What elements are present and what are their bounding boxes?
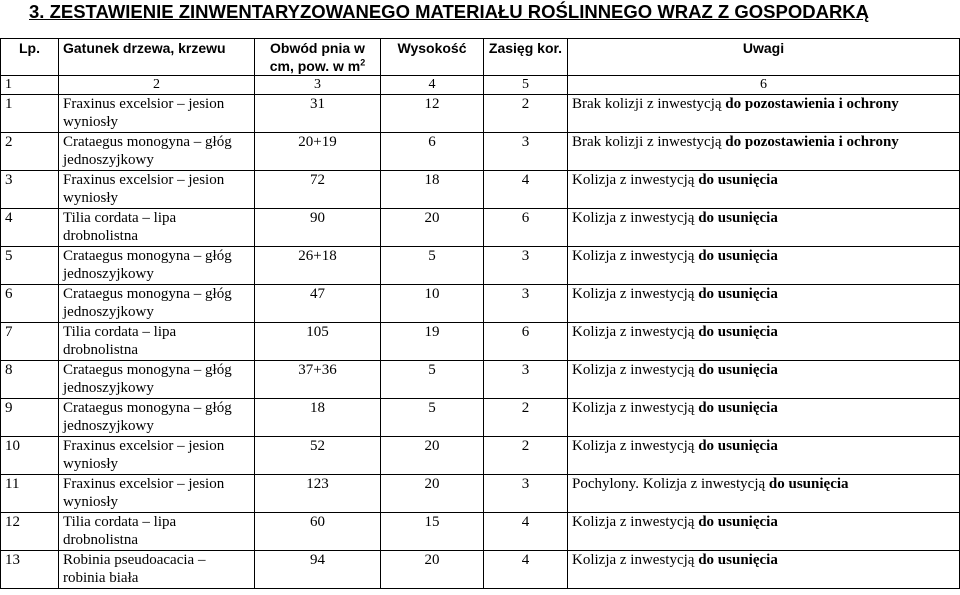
row-note-text: Kolizja z inwestycją xyxy=(572,172,695,188)
row-height: 5 xyxy=(381,247,484,285)
table-row xyxy=(1,361,960,399)
row-notes xyxy=(568,95,960,133)
row-notes xyxy=(568,323,960,361)
row-height: 6 xyxy=(381,133,484,171)
row-notes xyxy=(568,361,960,399)
row-lp: 8 xyxy=(1,361,59,399)
row-height: 19 xyxy=(381,323,484,361)
row-crown: 3 xyxy=(484,133,568,171)
table-row xyxy=(1,323,960,361)
row-lp: 5 xyxy=(1,247,59,285)
row-height: 5 xyxy=(381,399,484,437)
row-notes xyxy=(568,399,960,437)
row-notes xyxy=(568,133,960,171)
section-heading: 3. ZESTAWIENIE ZINWENTARYZOWANEGO MATERIAŁU ROŚLINNEGO WRAZ Z GOSPODARKĄ xyxy=(29,1,870,22)
column-number: 3 xyxy=(255,76,381,95)
table-row xyxy=(1,399,960,437)
table-row xyxy=(1,475,960,513)
row-girth: 31 xyxy=(255,95,381,133)
column-number-row xyxy=(1,76,960,95)
row-note-text: Pochylony. Kolizja z inwestycją xyxy=(572,476,766,492)
row-crown: 4 xyxy=(484,171,568,209)
table-row xyxy=(1,95,960,133)
table-row xyxy=(1,209,960,247)
row-girth: 72 xyxy=(255,171,381,209)
row-species: Fraxinus excelsior – jesion wyniosły xyxy=(59,95,255,133)
row-girth: 37+36 xyxy=(255,361,381,399)
row-lp: 3 xyxy=(1,171,59,209)
row-girth: 123 xyxy=(255,475,381,513)
row-height: 20 xyxy=(381,551,484,589)
row-action-text: do pozostawienia i ochrony xyxy=(725,96,899,112)
table-row xyxy=(1,513,960,551)
header-lp: Lp. xyxy=(1,39,59,76)
row-crown: 3 xyxy=(484,475,568,513)
row-crown: 3 xyxy=(484,285,568,323)
row-crown: 6 xyxy=(484,209,568,247)
table-header-row xyxy=(1,39,960,76)
table-row xyxy=(1,285,960,323)
row-lp: 9 xyxy=(1,399,59,437)
row-girth: 47 xyxy=(255,285,381,323)
row-action-text: do pozostawienia i ochrony xyxy=(725,134,899,150)
row-crown: 3 xyxy=(484,361,568,399)
row-note-text: Kolizja z inwestycją xyxy=(572,324,695,340)
header-height: Wysokość xyxy=(381,39,484,76)
row-crown: 2 xyxy=(484,399,568,437)
row-lp: 4 xyxy=(1,209,59,247)
table-row xyxy=(1,247,960,285)
row-lp: 2 xyxy=(1,133,59,171)
row-height: 20 xyxy=(381,209,484,247)
table-row xyxy=(1,551,960,589)
row-action-text: do usunięcia xyxy=(698,286,778,302)
row-crown: 3 xyxy=(484,247,568,285)
row-action-text: do usunięcia xyxy=(698,552,778,568)
inventory-table xyxy=(0,38,960,589)
row-height: 20 xyxy=(381,437,484,475)
row-crown: 2 xyxy=(484,437,568,475)
row-note-text: Kolizja z inwestycją xyxy=(572,286,695,302)
row-species: Fraxinus excelsior – jesion wyniosły xyxy=(59,475,255,513)
row-note-text: Kolizja z inwestycją xyxy=(572,400,695,416)
row-girth: 94 xyxy=(255,551,381,589)
row-species: Robinia pseudoacacia – robinia biała xyxy=(59,551,255,589)
row-girth: 26+18 xyxy=(255,247,381,285)
row-notes xyxy=(568,551,960,589)
row-action-text: do usunięcia xyxy=(768,476,849,492)
row-note-text: Brak kolizji z inwestycją xyxy=(572,96,722,112)
row-crown: 6 xyxy=(484,323,568,361)
row-species: Crataegus monogyna – głóg jednoszyjkowy xyxy=(59,247,255,285)
table-row xyxy=(1,437,960,475)
row-crown: 4 xyxy=(484,551,568,589)
row-species: Tilia cordata – lipa drobnolistna xyxy=(59,513,255,551)
row-action-text: do usunięcia xyxy=(698,172,778,188)
row-lp: 1 xyxy=(1,95,59,133)
row-action-text: do usunięcia xyxy=(698,400,778,416)
row-action-text: do usunięcia xyxy=(698,210,778,226)
row-action-text: do usunięcia xyxy=(698,362,778,378)
table-row xyxy=(1,171,960,209)
column-number: 5 xyxy=(484,76,568,95)
header-notes: Uwagi xyxy=(568,39,960,76)
row-notes xyxy=(568,513,960,551)
column-number: 2 xyxy=(59,76,255,95)
header-species: Gatunek drzewa, krzewu xyxy=(59,39,255,76)
row-notes xyxy=(568,171,960,209)
column-number: 1 xyxy=(1,76,59,95)
row-height: 12 xyxy=(381,95,484,133)
row-notes xyxy=(568,209,960,247)
row-height: 20 xyxy=(381,475,484,513)
row-action-text: do usunięcia xyxy=(698,514,778,530)
row-lp: 13 xyxy=(1,551,59,589)
header-girth: Obwód pnia w cm, pow. w $m^2$ xyxy=(255,39,381,76)
row-notes xyxy=(568,475,960,513)
row-girth: 90 xyxy=(255,209,381,247)
row-height: 5 xyxy=(381,361,484,399)
row-lp: 6 xyxy=(1,285,59,323)
row-note-text: Kolizja z inwestycją xyxy=(572,248,695,264)
row-note-text: Kolizja z inwestycją xyxy=(572,514,695,530)
row-notes xyxy=(568,437,960,475)
column-number: 4 xyxy=(381,76,484,95)
row-lp: 10 xyxy=(1,437,59,475)
row-species: Fraxinus excelsior – jesion wyniosły xyxy=(59,437,255,475)
row-girth: 18 xyxy=(255,399,381,437)
row-note-text: Brak kolizji z inwestycją xyxy=(572,134,722,150)
row-notes xyxy=(568,285,960,323)
row-lp: 12 xyxy=(1,513,59,551)
row-note-text: Kolizja z inwestycją xyxy=(572,210,695,226)
column-number: 6 xyxy=(568,76,960,95)
row-action-text: do usunięcia xyxy=(698,324,778,340)
row-lp: 7 xyxy=(1,323,59,361)
row-crown: 4 xyxy=(484,513,568,551)
row-species: Crataegus monogyna – głóg jednoszyjkowy xyxy=(59,361,255,399)
row-crown: 2 xyxy=(484,95,568,133)
row-species: Crataegus monogyna – głóg jednoszyjkowy xyxy=(59,399,255,437)
row-height: 18 xyxy=(381,171,484,209)
row-lp: 11 xyxy=(1,475,59,513)
row-action-text: do usunięcia xyxy=(698,248,778,264)
header-crown: Zasięg kor. xyxy=(484,39,568,76)
row-species: Tilia cordata – lipa drobnolistna xyxy=(59,209,255,247)
row-notes xyxy=(568,247,960,285)
row-note-text: Kolizja z inwestycją xyxy=(572,438,695,454)
row-girth: 20+19 xyxy=(255,133,381,171)
row-note-text: Kolizja z inwestycją xyxy=(572,552,695,568)
row-species: Crataegus monogyna – głóg jednoszyjkowy xyxy=(59,285,255,323)
row-species: Tilia cordata – lipa drobnolistna xyxy=(59,323,255,361)
row-species: Crataegus monogyna – głóg jednoszyjkowy xyxy=(59,133,255,171)
row-height: 10 xyxy=(381,285,484,323)
row-height: 15 xyxy=(381,513,484,551)
row-species: Fraxinus excelsior – jesion wyniosły xyxy=(59,171,255,209)
row-action-text: do usunięcia xyxy=(698,438,778,454)
table-row xyxy=(1,133,960,171)
row-note-text: Kolizja z inwestycją xyxy=(572,362,695,378)
row-girth: 52 xyxy=(255,437,381,475)
row-girth: 105 xyxy=(255,323,381,361)
row-girth: 60 xyxy=(255,513,381,551)
